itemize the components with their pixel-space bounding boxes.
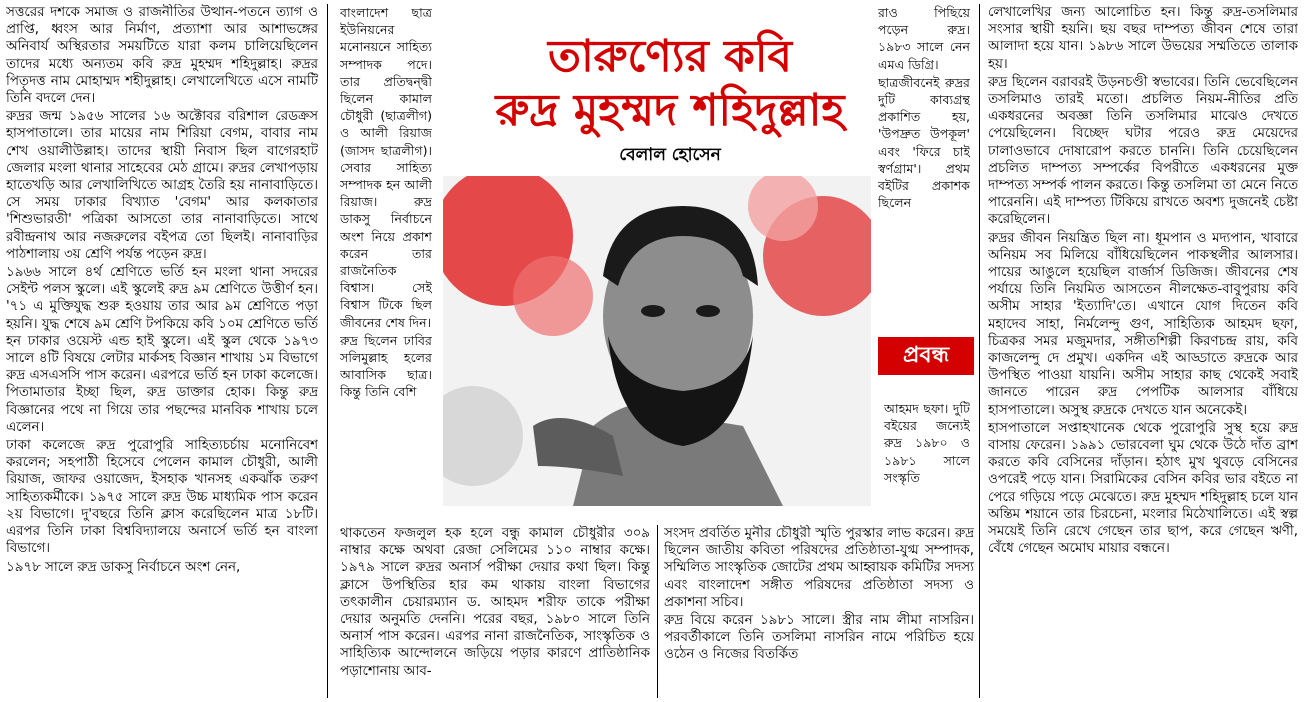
paragraph: ঢাকা কলেজে রুদ্র পুরোপুরি সাহিত্যচর্চায় মনোনিবেশ করলেন; সহপাঠী হিসেবে পেলেন কামাল চৌধুরী, আলী রিয়াজ, জাফর ওয়াজেদ, ইসহাক খানসহ একঝাঁক তরুণ সাহিত্যকর্মীকে। ১৯৭৫ সালে রুদ্র উচ্চ মাধ্যমিক পাস করেন ২য় বিভাগে। দু'বছরে তিনি ক্লাস করেছিলেন মাত্র ১৮টি। এরপর তিনি ঢাকা বিশ্ববিদ্যালয়ে অনার্সে ভর্তি হন বাংলা বিভাগে। [6,438,318,557]
paragraph: রাও পিছিয়ে পড়েন রুদ্র। ১৯৮৩ সালে নেন এমএ ডিগ্রি। [878,5,970,72]
headline-line-2: রুদ্র মুহম্মদ শহিদুল্লাহ [495,85,845,136]
paragraph: রুদ্র ছিলেন বরাবরই উড়নচণ্ডী স্বভাবের। তিনি ভেবেছিলেন তসলিমাও তারই মতো। প্রচলিত নিয়ম-নীতির প্রতি একধরনের অবজ্ঞা তিনি তসলিমার মাঝেও দেখতে পেয়েছিলেন। বিচ্ছেদ ঘটার পরেও রুদ্র মেয়েদের ঢালাওভাবে দোষারোপ করতে চাননি। তিনি চেয়েছিলেন প্রচলিত দাম্পত্য সম্পর্কের বিপরীতে একধরনের মুক্ত দাম্পত্য সম্পর্ক পালন করতে। কিন্তু তসলিমা তা মেনে নিতে পারেননি। এই দাম্পত্য টিকিয়ে রাখতে অবশ্য দুজনেই চেষ্টা করেছিলেন। [988,74,1298,228]
paragraph: আহমদ ছফা। দুটি বইয়ের জন্যেই রুদ্র ১৯৮০ ও ১৯৮১ সালে সংস্কৃতি [884,401,970,485]
article-column-2 [340,4,432,524]
paragraph: বাংলাদেশ ছাত্র ইউনিয়নের মনোনয়নে সাহিত্য সম্পাদক পদে। তার প্রতিদ্বন্দ্বী ছিলেন কামাল চৌধুরী (ছাত্রলীগ) ও আলী রিয়াজ (জাসদ ছাত্রলীগ)। সেবার সাহিত্য সম্পাদক হন আলী রিয়াজ। রুদ্র ডাকসু নির্বাচনে অংশ নিয়ে প্রকাশ করেন তার রাজনৈতিক বিশ্বাস। সেই বিশ্বাস টিকে ছিল জীবনের শেষ দিন। [340,5,432,330]
section-tag: প্রবন্ধ [878,337,974,375]
column-rule [657,525,658,698]
paragraph: রুদ্রর জীবন নিয়ন্ত্রিত ছিল না। ধূমপান ও মদ্যপান, খাবারে অনিয়ম সব মিলিয়ে বাঁধিয়েছিলেন পাকস্থলীর আলসার। পায়ের আঙুলে হয়েছিল বার্জার্স ডিজিজ। জীবনের শেষ পর্যায়ে তিনি নিয়মিত আসতেন নীলক্ষেত-বাবুপুরায় কবি অসীম সাহার 'ইত্যাদি'তে। এখানে যোগ দিতেন কবি মহাদেব সাহা, নির্মলেন্দু গুণ, সাহিত্যিক আহমদ ছফা, চিত্রকর সমর মজুমদার, সঙ্গীতশিল্পী কিরণচন্দ্র রায়, কবি কাজলেন্দু দে প্রমুখ। একদিন এই আড্ডাতে রুদ্রকে আর উপস্থিত পাওয়া যায়নি। অসীম সাহার কাছ থেকেই সবাই জানতে পারেন রুদ্র পেপটিক আলসার বাঁধিয়ে হাসপাতালে। অসুস্থ রুদ্রকে দেখতে যান অনেকেই। [988,230,1298,418]
article-column-1 [6,4,318,698]
article-column-3 [878,4,970,324]
portrait-illustration [443,176,871,506]
paragraph: রুদ্র ছিলেন ঢাবির সলিমুল্লাহ হলের আবাসিক ছাত্র। কিন্তু তিনি বেশি [340,332,432,400]
headline [470,30,870,138]
column-rule [979,4,980,698]
paragraph: ১৯৭৮ সালে রুদ্র ডাকসু নির্বাচনে অংশ নেন, [6,559,241,575]
headline-line-1: তারুণ্যের কবি [548,31,792,82]
byline: বেলাল হোসেন [619,145,721,165]
article-column-lower-middle [340,525,650,698]
article-column-lower-right [664,525,974,698]
paragraph: লেখালেখির জন্য আলোচিত হন। কিন্তু রুদ্র-তসলিমার সংসার স্থায়ী হয়নি। ছয় বছর দাম্পত্য জীবন শেষে তারা আলাদা হয়ে যান। ১৯৮৬ সালে উভয়ের সম্মতিতে তালাক হয়। [988,5,1298,72]
paragraph: রুদ্রর জন্ম ১৯৫৬ সালের ১৬ অক্টোবর বরিশাল রেডক্রস হাসপাতালে। তার মায়ের নাম শিরিয়া বেগম, বাবার নাম শেখ ওয়ালীউল্লাহ। তাদের স্থায়ী নিবাস ছিল বাগেরহাট জেলার মংলা থানার সাহেবের মেঠ গ্রামে। রুদ্রর লেখাপড়ায় হাতেখড়ি আর লেখালিখিতে আগ্রহ তৈরি হয় নানাবাড়িতে। সে সময় ঢাকার বিখ্যাত 'বেগম' আর কলকাতার 'শিশুভারতী' পত্রিকা আসতো তার নানাবাড়িতে। সাথে রবীন্দ্রনাথ আর নজরুলের বইপত্র তো ছিলই। নানাবাড়ির পাঠশালায় ৩য় শ্রেণি পর্যন্ত পড়েন রুদ্র। [6,109,318,262]
column-rule [327,4,328,698]
paragraph: সত্তরের দশকে সমাজ ও রাজনীতির উত্থান-পতনে ত্যাগ ও প্রাপ্তি, ধ্বংস আর নির্মাণ, প্রত্যাশা আর আশাভঙ্গের অনিবার্য অস্থিরতার সময়টিতে যারা কলম চালিয়েছিলেন তাদের মধ্যে অন্যতম কবি রুদ্র মুহম্মদ শহিদুল্লাহ। রুদ্রর পিতৃদত্ত নাম মোহাম্মদ শহীদুল্লাহ। লেখালেখিতে এসে নামটি তিনি বদলে দেন। [6,5,318,107]
paragraph: ১৯৬৬ সালে ৪র্থ শ্রেণিতে ভর্তি হন মংলা থানা সদরের সেইন্ট পলস স্কুলে। এই স্কুলেই রুদ্র ৯ম শ্রেণিতে উত্তীর্ণ হন। '৭১ এ মুক্তিযুদ্ধ শুরু হওয়ায় তার আর ৯ম শ্রেণিতে পড়া হয়নি। যুদ্ধ শেষে ৯ম শ্রেণি টপকিয়ে কবি ১০ম শ্রেণিতে ভর্তি হন ঢাকার ওয়েস্ট এন্ড হাই স্কুলে। এই স্কুল থেকে ১৯৭৩ সালে ৪টি বিষয়ে লেটার মার্কসহ বিজ্ঞান শাখায় ১ম বিভাগে রুদ্র এসএসসি পাস করেন। এরপরে ভর্তি হন ঢাকা কলেজে। পিতামাতার ইচ্ছা ছিল, রুদ্র ডাক্তার হোক। কিন্তু রুদ্র বিজ্ঞানের পথে না গিয়ে তার পছন্দের মানবিক শাখায় চলে এলেন। [6,265,318,435]
poet-portrait-photo [443,176,871,506]
paragraph: হাসপাতালে সপ্তাহখানেক থেকে পুরোপুরি সুস্থ হয়ে রুদ্র বাসায় ফেরেন। ১৯৯১ ভোরবেলা ঘুম থেকে উঠে দাঁত ব্রাশ করতে কবি বেসিনের দাঁড়ান। হঠাৎ মুখ থুবড়ে বেসিনের ওপরেই পড়ে যান। সিরামিকের বেসিন কবির ভার বইতে না পেরে গড়িয়ে পড়ে মেঝেতে। রুদ্র মুহম্মদ শহিদুল্লাহ চলে যান অন্তিম শয়ানে তার চিরচেনা, মংলার মিঠেখালিতে। এই স্বল্প সময়েই তিনি রেখে গেছেন তার ছাপ, করে গেছেন ঋণী, বেঁধে গেছেন অমোঘ মায়ার বন্ধনে। [988,420,1298,557]
article-column-3-continued [884,400,970,530]
paragraph: থাকতেন ফজলুল হক হলে বন্ধু কামাল চৌধুরীর ৩০৯ নাম্বার কক্ষে অথবা রেজা সেলিমের ১১০ নাম্বার কক্ষে। ১৯৭৯ সালে রুদ্রর অনার্স পরীক্ষা দেয়ার কথা ছিল। কিন্তু ক্লাসে উপস্থিতির হার কম থাকায় বাংলা বিভাগের তৎকালীন চেয়ারম্যান ড. আহমদ শরীফ তাকে পরীক্ষা দেয়ার অনুমতি দেননি। পরের বছর, ১৯৮০ সালে তিনি অনার্স পাস করেন। এরপর নানা রাজনৈতিক, সাংস্কৃতিক ও সাহিত্যিক আন্দোলনে জড়িয়ে পড়ার কারণে প্রাতিষ্ঠানিক পড়াশোনায় আব- [340,526,650,679]
paragraph: সংসদ প্রবর্তিত মুনীর চৌধুরী স্মৃতি পুরস্কার লাভ করেন। রুদ্র ছিলেন জাতীয় কবিতা পরিষদের প্রতিষ্ঠাতা-যুগ্ম সম্পাদক, সম্মিলিত সাংস্কৃতিক জোটের প্রথম আহ্বায়ক কমিটির সদস্য এবং বাংলাদেশ সঙ্গীত পরিষদের প্রতিষ্ঠাতা সদস্য ও প্রকাশনা সচিব। [664,526,974,610]
article-column-4 [988,4,1298,698]
paragraph: ছাত্রজীবনেই রুদ্রর দুটি কাব্যগ্রন্থ প্রকাশিত হয়, 'উপদ্রুত উপকূল' এবং 'ফিরে চাই স্বর্ণগ্রাম'। প্রথম বইটির প্রকাশক ছিলেন [878,74,970,211]
paragraph: রুদ্র বিয়ে করেন ১৯৮১ সালে। স্ত্রীর নাম লীমা নাসরিন। পরবর্তীকালে তিনি তসলিমা নাসরিন নামে পরিচিত হয়ে ওঠেন ও নিজের বিতর্কিত [664,613,974,663]
